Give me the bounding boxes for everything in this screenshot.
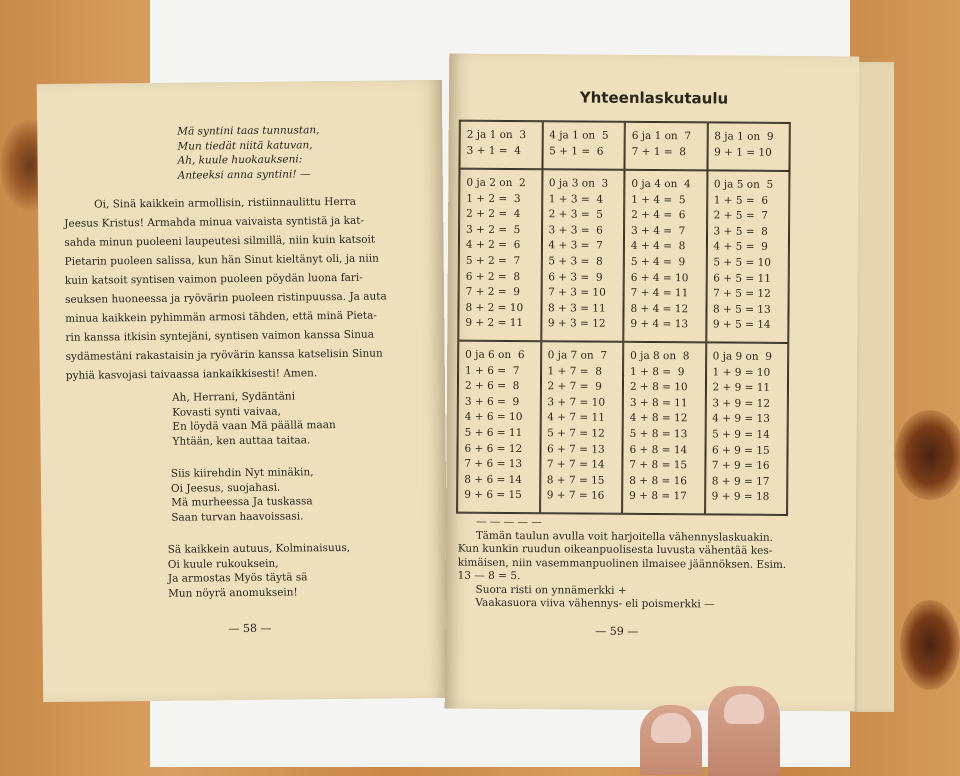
table-line: 4 + 5 = 9 [713,240,768,254]
hymn-stanza-2 [171,465,314,524]
table-line: 3 + 1 = 4 [466,144,521,157]
table-notes [457,516,798,613]
table-line: 2 + 8 = 10 [629,381,688,394]
note-line: 13 — 8 = 5. [457,569,521,583]
table-line: 5 + 8 = 13 [629,427,688,441]
table-line: 7 + 4 = 11 [630,287,689,300]
table-line: 8 + 3 = 11 [547,302,606,315]
table-line: 3 + 5 = 8 [713,225,768,238]
table-line: 6 + 4 = 10 [630,271,689,284]
table-cell [707,122,790,171]
table-line: 8 + 9 = 17 [711,475,770,488]
hymn-line: En löydä vaan Mä päällä maan [172,419,336,433]
verse-top [177,123,320,182]
table-line: 1 + 2 = 3 [466,192,521,205]
table-line: 7 + 1 = 8 [631,145,686,158]
prayer-text [64,192,426,386]
table-line: 2 + 5 = 7 [713,209,769,222]
table-title: Yhteenlaskutaulu [579,88,729,108]
table-line: 3 + 6 = 9 [464,395,520,408]
hymn-line: Kovasti synti vaivaa, [172,405,281,419]
hymn-line: Yhtään, ken auttaa taitaa. [172,433,311,448]
table-line: 9 + 7 = 16 [546,489,605,503]
table-line: 7 + 3 = 10 [548,286,606,299]
table-line: 2 + 4 = 6 [631,209,686,222]
table-line: 0 ja 9 on 9 [712,350,773,363]
prayer-line: sydämestäni rakastaisin ja ryövärin kanssa katselisin Sinun [65,347,383,363]
table-line: 3 + 2 = 5 [466,223,521,236]
table-line: 3 + 9 = 12 [712,397,771,410]
table-line: 5 + 7 = 12 [547,427,605,440]
table-line: 0 ja 4 on 4 [631,177,691,191]
table-line: 0 ja 3 on 3 [548,177,609,190]
table-line: 6 + 6 = 12 [464,442,523,455]
table-line: 0 ja 7 on 7 [547,349,608,362]
note-line: kimäisen, niin vasemmanpuolinen ilmaisee jäännöksen. Esim. [457,556,787,571]
wood-knot [900,600,960,690]
table-line: 8 + 2 = 10 [465,301,524,314]
table-line: 7 + 6 = 13 [464,457,523,471]
hymn-line: Sä kaikkein autuus, Kolminaisuus, [167,541,351,556]
addition-table [456,120,791,516]
table-line: 8 + 6 = 14 [464,473,523,486]
table-line: 9 + 6 = 15 [464,489,522,502]
table-line: 2 + 3 = 5 [548,208,604,221]
table-line: 5 + 3 = 8 [548,255,603,268]
prayer-line: pyhiä kasvojasi taivaassa iankaikkisesti! Amen. [65,367,318,382]
thumb [708,686,780,776]
table-line: 5 + 2 = 7 [465,254,521,268]
table-line: 8 + 8 = 16 [629,474,688,487]
table-line: 5 + 9 = 14 [712,428,770,441]
table-line: 6 ja 1 on 7 [631,129,692,143]
table-line: 6 + 5 = 11 [713,271,771,285]
table-line: 2 + 6 = 8 [464,379,520,393]
page-number-left: — 58 — [228,621,272,636]
table-line: 4 + 2 = 6 [465,239,521,252]
table-line: 4 + 9 = 13 [712,412,770,426]
prayer-line: sahda minun puoleeni laupeutesi silmillä, niin kuin katsoit [64,233,376,249]
table-cell [542,121,625,170]
hymn-line: Ja armostas Myös täytä sä [167,571,308,585]
table-line: 1 + 5 = 6 [713,194,769,207]
table-line: 0 ja 2 on 2 [466,176,526,190]
hymn-stanza-3 [168,541,351,601]
table-line: 4 + 6 = 10 [464,411,523,424]
prayer-line: Pietarin puoleen salissa, kun hän Sinut kieltänyt oli, ja niin [64,252,379,268]
table-line: 1 + 4 = 5 [631,193,686,206]
verse-line: Mä syntini taas tunnustan, [177,124,320,138]
table-cell [624,122,707,171]
table-line: 4 + 3 = 7 [548,239,603,253]
verse-line: Ah, kuule huokaukseni: [177,153,303,167]
table-line: 1 + 3 = 4 [548,192,604,206]
table-line: 6 + 3 = 9 [548,270,603,284]
verse-line: Anteeksi anna syntini! — [177,167,311,182]
table-line: 0 ja 8 on 8 [630,349,690,363]
thumb [640,705,702,775]
table-line: 2 + 7 = 9 [547,380,602,393]
table-cell [623,170,707,343]
table-cell [540,341,624,514]
hymn-line: Mun nöyrä anomuksein! [168,585,298,600]
table-line: 4 + 7 = 11 [547,411,605,425]
left-page [37,80,448,702]
table-line: 5 + 1 = 6 [549,144,604,158]
table-cell [541,169,625,342]
hymn-stanza-1 [172,389,336,449]
table-line: 9 + 8 = 17 [629,490,687,503]
table-line: 7 + 2 = 9 [465,285,520,299]
table-cell [457,341,541,514]
table-line: 9 + 9 = 18 [711,490,770,504]
table-line: 3 + 3 = 6 [548,224,603,237]
table-cell [622,342,706,515]
note-line: Kun kunkin ruudun oikeanpuolisesta luvusta vähentää kes- [457,542,773,557]
table-line: 3 + 4 = 7 [631,224,686,238]
hymn-line: Mä murheessa Ja tuskassa [171,495,313,509]
hymn-line: Saan turvan haavoissasi. [171,509,304,524]
table-line: 6 + 7 = 13 [546,442,605,456]
prayer-line: Oi, Sinä kaikkein armollisin, ristiinnaulittu Herra [93,195,357,211]
table-line: 9 + 5 = 14 [712,318,771,332]
prayer-line: kuin katsoit syntisen vaimon puoleen pöydän luona fari- [64,271,363,287]
table-line: 7 + 5 = 12 [713,287,771,300]
hymn-line: Oi Jeesus, suojahasi. [170,481,281,495]
table-line: 3 + 7 = 10 [547,396,606,409]
table-line: 6 + 8 = 14 [629,443,688,456]
table-line: 1 + 7 = 8 [547,364,602,378]
table-line: 0 ja 6 on 6 [465,348,525,362]
table-line: 1 + 6 = 7 [465,364,520,377]
table-line: 2 + 2 = 4 [466,207,521,221]
table-line: 8 + 4 = 12 [630,302,689,316]
table-line: 7 + 8 = 15 [629,459,688,472]
table-line: 1 + 8 = 9 [630,365,685,378]
right-page [445,54,860,712]
table-line: 5 + 5 = 10 [713,256,772,269]
hymn-line: Siis kiirehdin Nyt minäkin, [170,466,314,480]
prayer-line: seuksen huoneessa ja ryövärin puoleen ristinpuussa. Ja auta [64,290,387,306]
table-cell [458,169,542,342]
table-line: 9 + 1 = 10 [714,146,772,159]
table-cell [706,170,790,343]
table-line: 4 + 4 = 8 [630,240,686,253]
table-line: 4 ja 1 on 5 [549,129,609,142]
table-line: 6 + 9 = 15 [711,443,770,457]
table-line: 9 + 4 = 13 [630,318,689,331]
table-cell [705,342,789,515]
prayer-line: rin kanssa itkisin syntejäni, syntisen vaimon kanssa Sinua [65,328,375,344]
verse-line: Mun tiedät niitä katuvan, [177,138,313,153]
table-line: 2 + 9 = 11 [712,381,771,395]
page-number-right: — 59 — [595,624,639,638]
note-line: Vaakasuora viiva vähennys- eli poismerkki — [475,596,715,611]
table-line: 5 + 4 = 9 [630,255,686,269]
table-line: 8 ja 1 on 9 [714,130,774,143]
hymn-line: Oi kuule rukouksein, [167,557,279,571]
note-line: — — — — — [475,515,542,529]
table-line: 6 + 2 = 8 [465,270,521,283]
table-line: 1 + 9 = 10 [712,366,771,379]
table-line: 4 + 8 = 12 [629,412,688,425]
table-line: 0 ja 5 on 5 [713,178,774,191]
table-line: 2 ja 1 on 3 [466,128,527,142]
hymn-line: Ah, Herrani, Sydäntäni [172,390,296,404]
note-line: Suora risti on ynnämerkki + [475,583,627,597]
table-cell [459,121,542,170]
table-line: 7 + 7 = 14 [546,458,605,471]
prayer-line: minua kaikkein pyhimmän armosi tähden, että minä Pieta- [65,309,377,325]
table-line: 7 + 9 = 16 [711,459,770,472]
prayer-line: Jeesus Kristus! Armahda minua vaivaista syntistä ja kat- [64,214,365,230]
table-line: 5 + 6 = 11 [464,426,523,440]
table-line: 9 + 3 = 12 [547,317,606,331]
table-line: 8 + 5 = 13 [712,303,771,316]
table-line: 8 + 7 = 15 [546,474,605,487]
table-line: 9 + 2 = 11 [465,317,524,330]
note-line: Tämän taulun avulla voit harjoitella vähennyslaskuakin. [475,529,774,544]
wood-knot [895,410,960,500]
table-line: 3 + 8 = 11 [629,396,688,410]
